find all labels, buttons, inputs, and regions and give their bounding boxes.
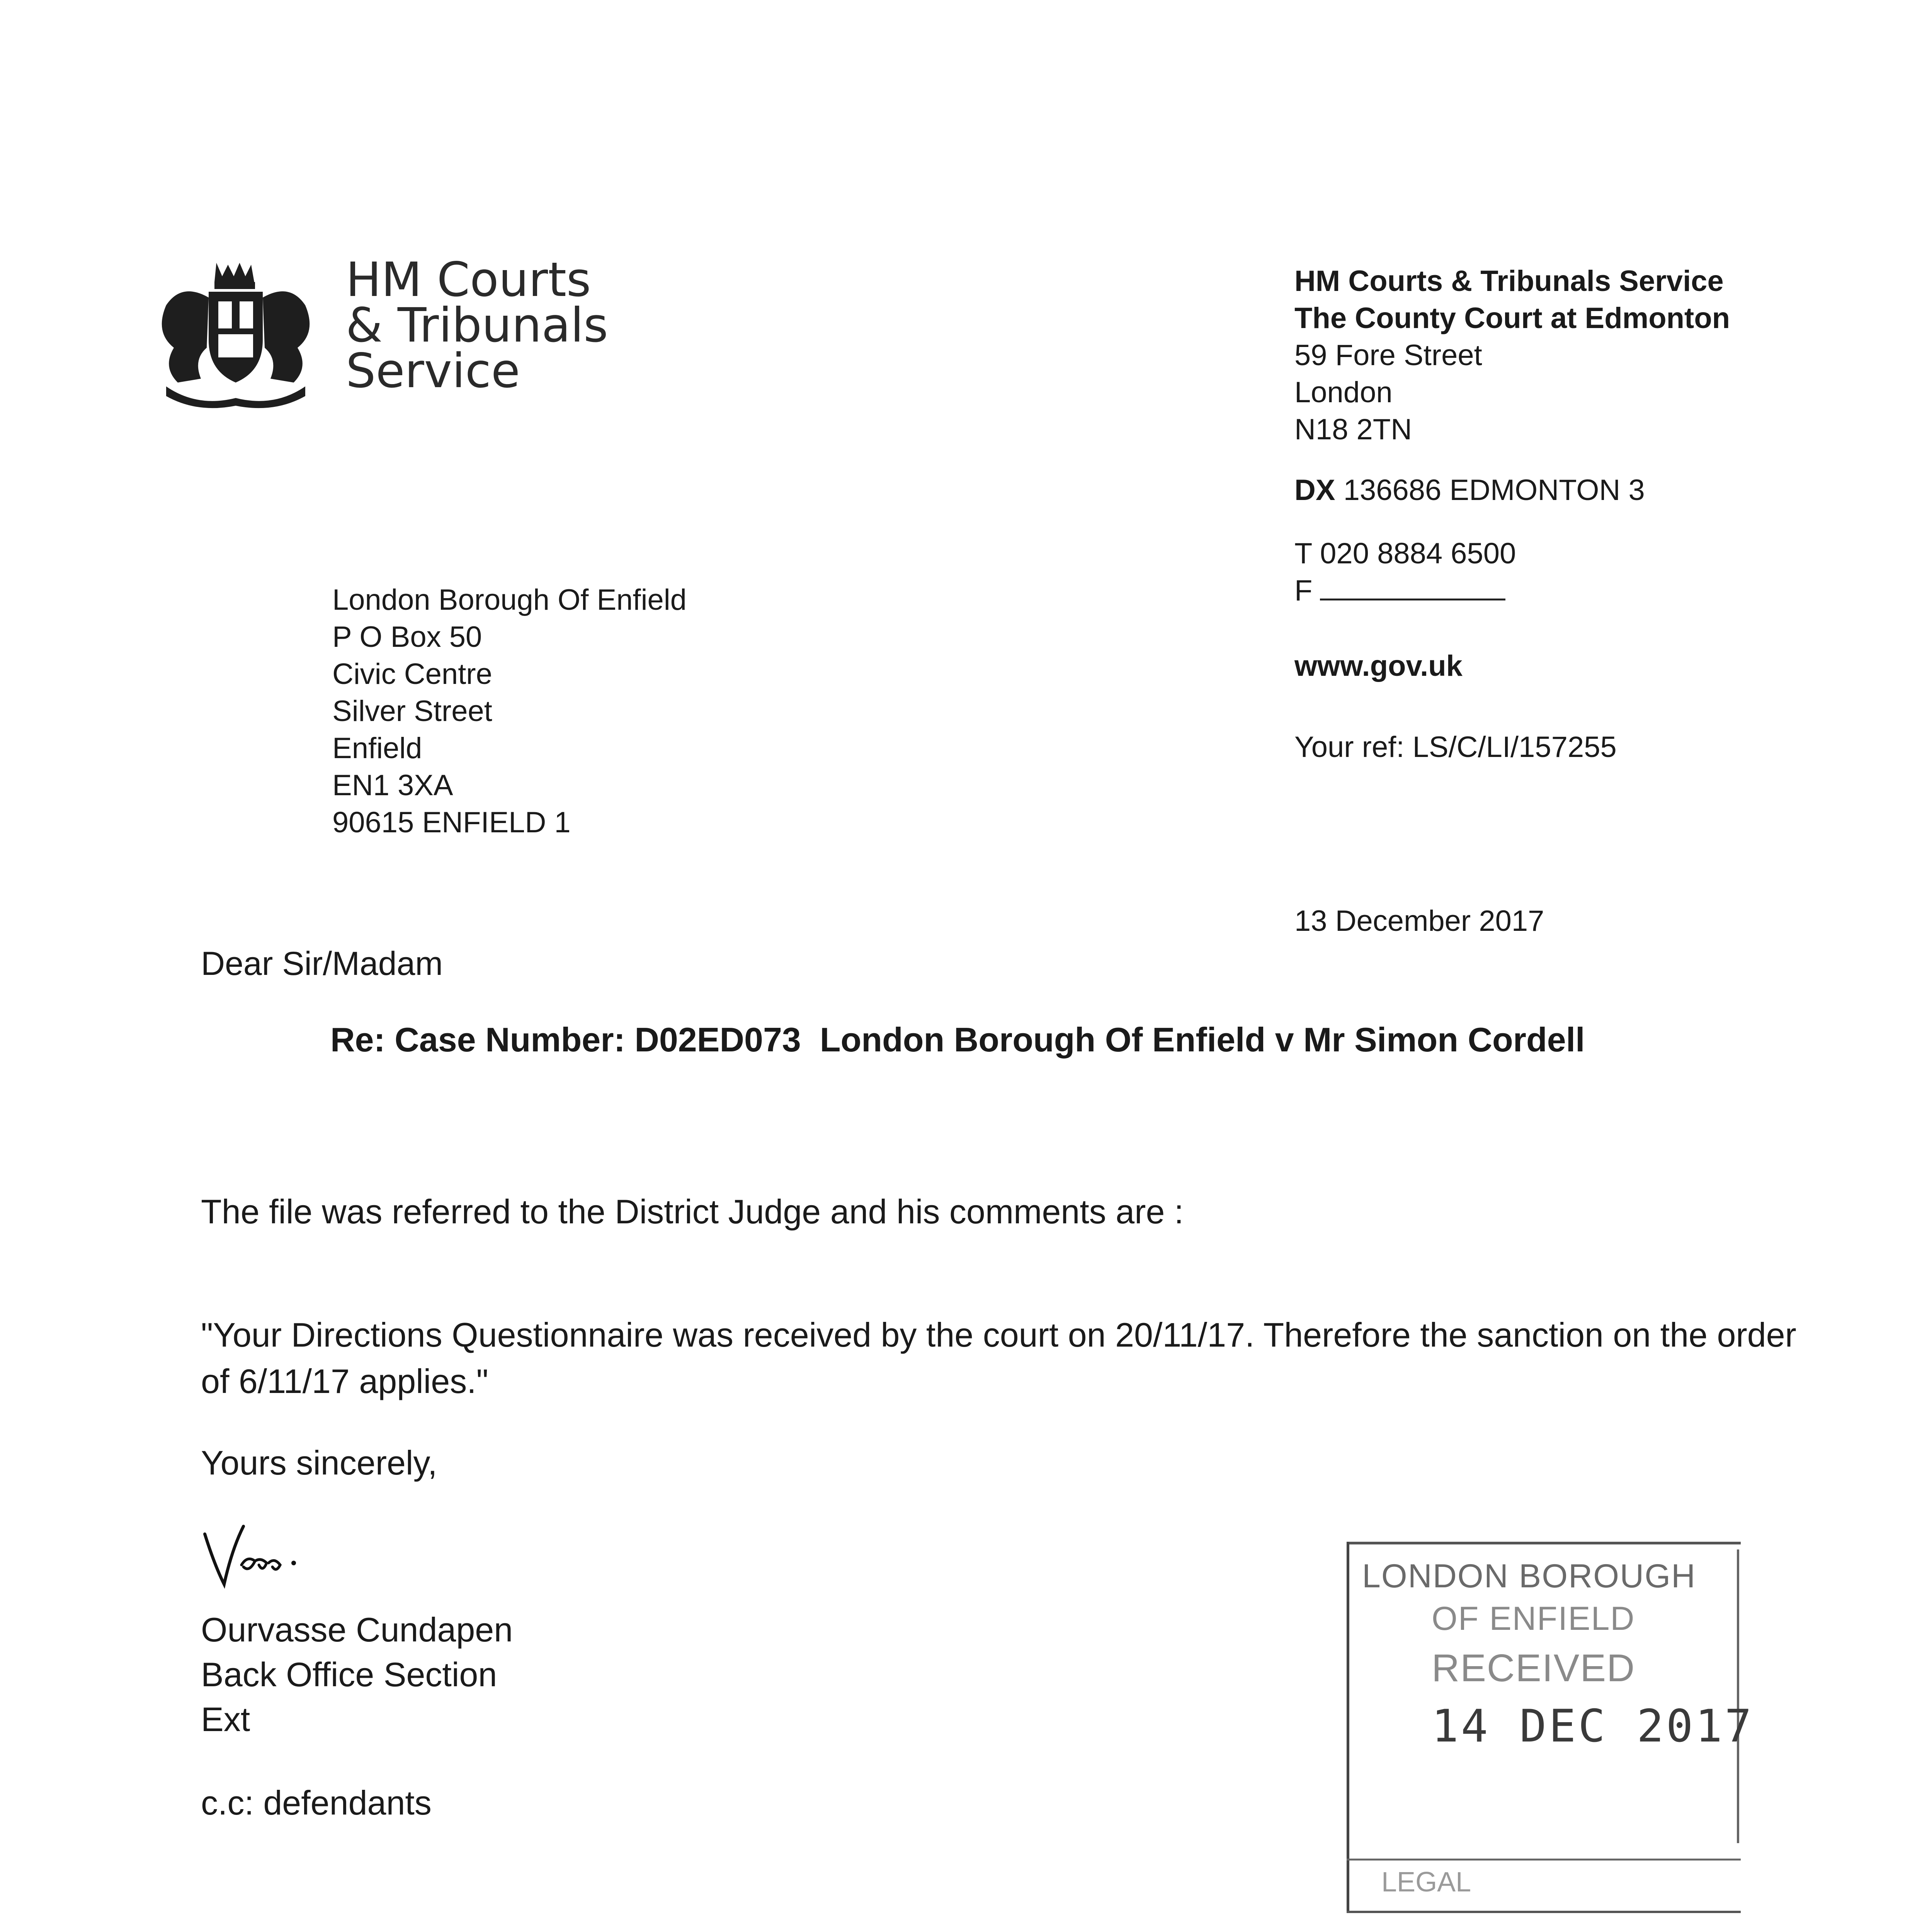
signer-extension: Ext	[201, 1700, 250, 1738]
stamp-line-1: LONDON BOROUGH	[1362, 1558, 1696, 1595]
sender-fax	[1294, 572, 1516, 609]
stamp-border	[1347, 1911, 1741, 1913]
sender-city: London	[1294, 376, 1393, 409]
stamp-department: LEGAL	[1381, 1867, 1471, 1898]
recipient-line: Enfield	[332, 732, 422, 765]
recipient-line: Civic Centre	[332, 658, 492, 690]
stamp-border	[1347, 1859, 1741, 1861]
logo-line-1: HM Courts	[346, 252, 591, 307]
judge-comment-quote: "Your Directions Questionnaire was received by the court on 20/11/17. Therefore the sanction on the order of 6/11/17 applies."	[201, 1316, 1796, 1400]
stamp-line-3: RECEIVED	[1432, 1646, 1636, 1690]
sender-postcode: N18 2TN	[1294, 413, 1412, 446]
recipient-line: EN1 3XA	[332, 769, 453, 802]
case-subject: Re: Case Number: D02ED073 London Borough Of Enfield v Mr Simon Cordell	[330, 1020, 1585, 1059]
logo-line-2: & Tribunals	[346, 298, 608, 353]
stamp-border	[1347, 1542, 1741, 1544]
royal-crest-icon	[151, 255, 321, 410]
salutation: Dear Sir/Madam	[201, 945, 443, 982]
stamp-line-2: OF ENFIELD	[1432, 1600, 1635, 1637]
sender-address	[1294, 263, 1730, 448]
fax-label: F	[1294, 574, 1313, 607]
stamp-date: 14 DEC 2017	[1432, 1700, 1754, 1752]
body-paragraph: The file was referred to the District Judge and his comments are :	[201, 1192, 1184, 1231]
recipient-line: 90615 ENFIELD 1	[332, 806, 571, 839]
recipient-line: Silver Street	[332, 695, 492, 728]
your-reference: Your ref: LS/C/LI/157255	[1294, 731, 1617, 764]
letter-date: 13 December 2017	[1294, 905, 1544, 937]
recipient-line: P O Box 50	[332, 621, 482, 653]
closing: Yours sincerely,	[201, 1444, 437, 1482]
sender-website: www.gov.uk	[1294, 650, 1463, 682]
fax-blank-line	[1320, 599, 1505, 600]
signer-department: Back Office Section	[201, 1655, 497, 1694]
sender-dx	[1294, 473, 1645, 507]
logo-line-3: Service	[346, 344, 520, 398]
signer-name: Ourvasse Cundapen	[201, 1611, 513, 1649]
stamp-border	[1347, 1542, 1349, 1913]
dx-label: DX	[1294, 474, 1335, 507]
handwritten-signature	[197, 1519, 328, 1592]
hmcts-logo-text	[346, 252, 608, 398]
carbon-copy: c.c: defendants	[201, 1784, 432, 1822]
dx-value: 136686 EDMONTON 3	[1343, 474, 1645, 507]
sender-court: The County Court at Edmonton	[1294, 302, 1730, 335]
sender-street: 59 Fore Street	[1294, 339, 1482, 372]
sender-contact	[1294, 535, 1516, 609]
recipient-address	[332, 582, 687, 841]
recipient-line: London Borough Of Enfield	[332, 583, 687, 616]
sender-telephone: T 020 8884 6500	[1294, 537, 1516, 570]
sender-org: HM Courts & Tribunals Service	[1294, 265, 1724, 298]
received-stamp	[1347, 1542, 1754, 1913]
stamp-border	[1737, 1549, 1739, 1843]
signer-block	[201, 1607, 513, 1742]
